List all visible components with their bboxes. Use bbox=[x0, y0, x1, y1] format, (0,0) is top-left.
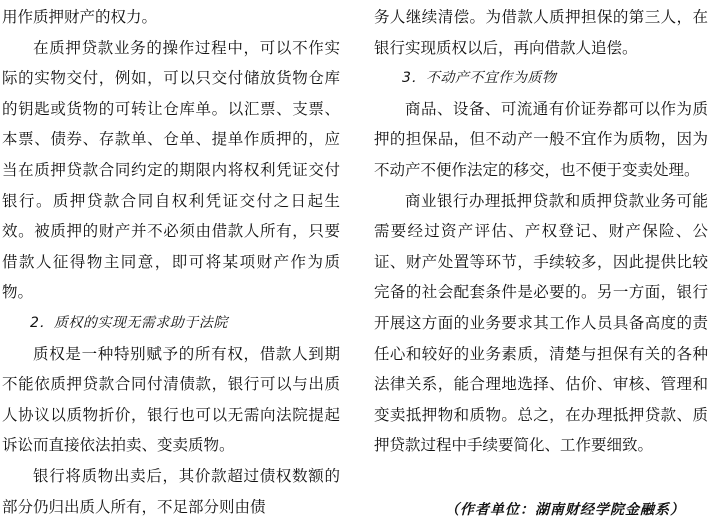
right-paragraph-3: 商业银行办理抵押贷款和质押贷款业务可能需要经过资产评估、产权登记、财产保险、公证、财产处置等环节，手续较多，因此提供比较完备的社会配套条件是必要的。另一方面，银行开展这方面的业务要求其工作人员具备高度的责任心和较好的业务素质，清楚与担保有关的各种法律关系，能合理地选择、估价、审核、管理和变卖抵押物和质物。总之，在办理抵押贷款、质押贷款过程中手续要简化、工作要细致。 bbox=[374, 191, 708, 455]
left-paragraph-3: 质权是一种特别赋予的所有权，借款人到期不能依质押贷款合同付清债款，银行可以与出质人协议以质物折价，银行也可以无需向法院提起诉讼而直接依法拍卖、变卖质物。 bbox=[2, 344, 340, 455]
section-heading-2: 2．质权的实现无需求助于法院 bbox=[30, 314, 228, 331]
left-paragraph-2: 在质押贷款业务的操作过程中，可以不作实际的实物交付，例如，可以只交付储放货物仓库的钥匙或货物的可转让仓库单。以汇票、支票、本票、债券、存款单、仓单、提单作质押的，应当在质押贷款合同约定的期限内将权利凭证交付银行。质押贷款合同自权利凭证交付之日起生效。被质押的财产并不必须由借款人所有，只要借款人征得物主同意，即可将某项财产作为质物。 bbox=[2, 38, 340, 302]
left-paragraph-4: 银行将质物出卖后，其价款超过债权数额的部分仍归出质人所有，不足部分则由债 bbox=[2, 466, 340, 516]
author-affiliation: （作者单位：湖南财经学院金融系） bbox=[445, 502, 685, 518]
right-paragraph-2: 商品、设备、可流通有价证券都可以作为质押的担保品，但不动产一般不宜作为质物，因为不动产不便作法定的移交，也不便于变卖处理。 bbox=[374, 99, 708, 179]
section-heading-3: 3．不动产不宜作为质物 bbox=[402, 70, 557, 87]
right-paragraph-1: 务人继续清偿。为借款人质押担保的第三人，在银行实现质权以后，再向借款人追偿。 bbox=[374, 8, 708, 57]
right-column bbox=[374, 2, 708, 461]
left-paragraph-1: 用作质押财产的权力。 bbox=[2, 8, 158, 26]
left-column bbox=[2, 2, 340, 522]
